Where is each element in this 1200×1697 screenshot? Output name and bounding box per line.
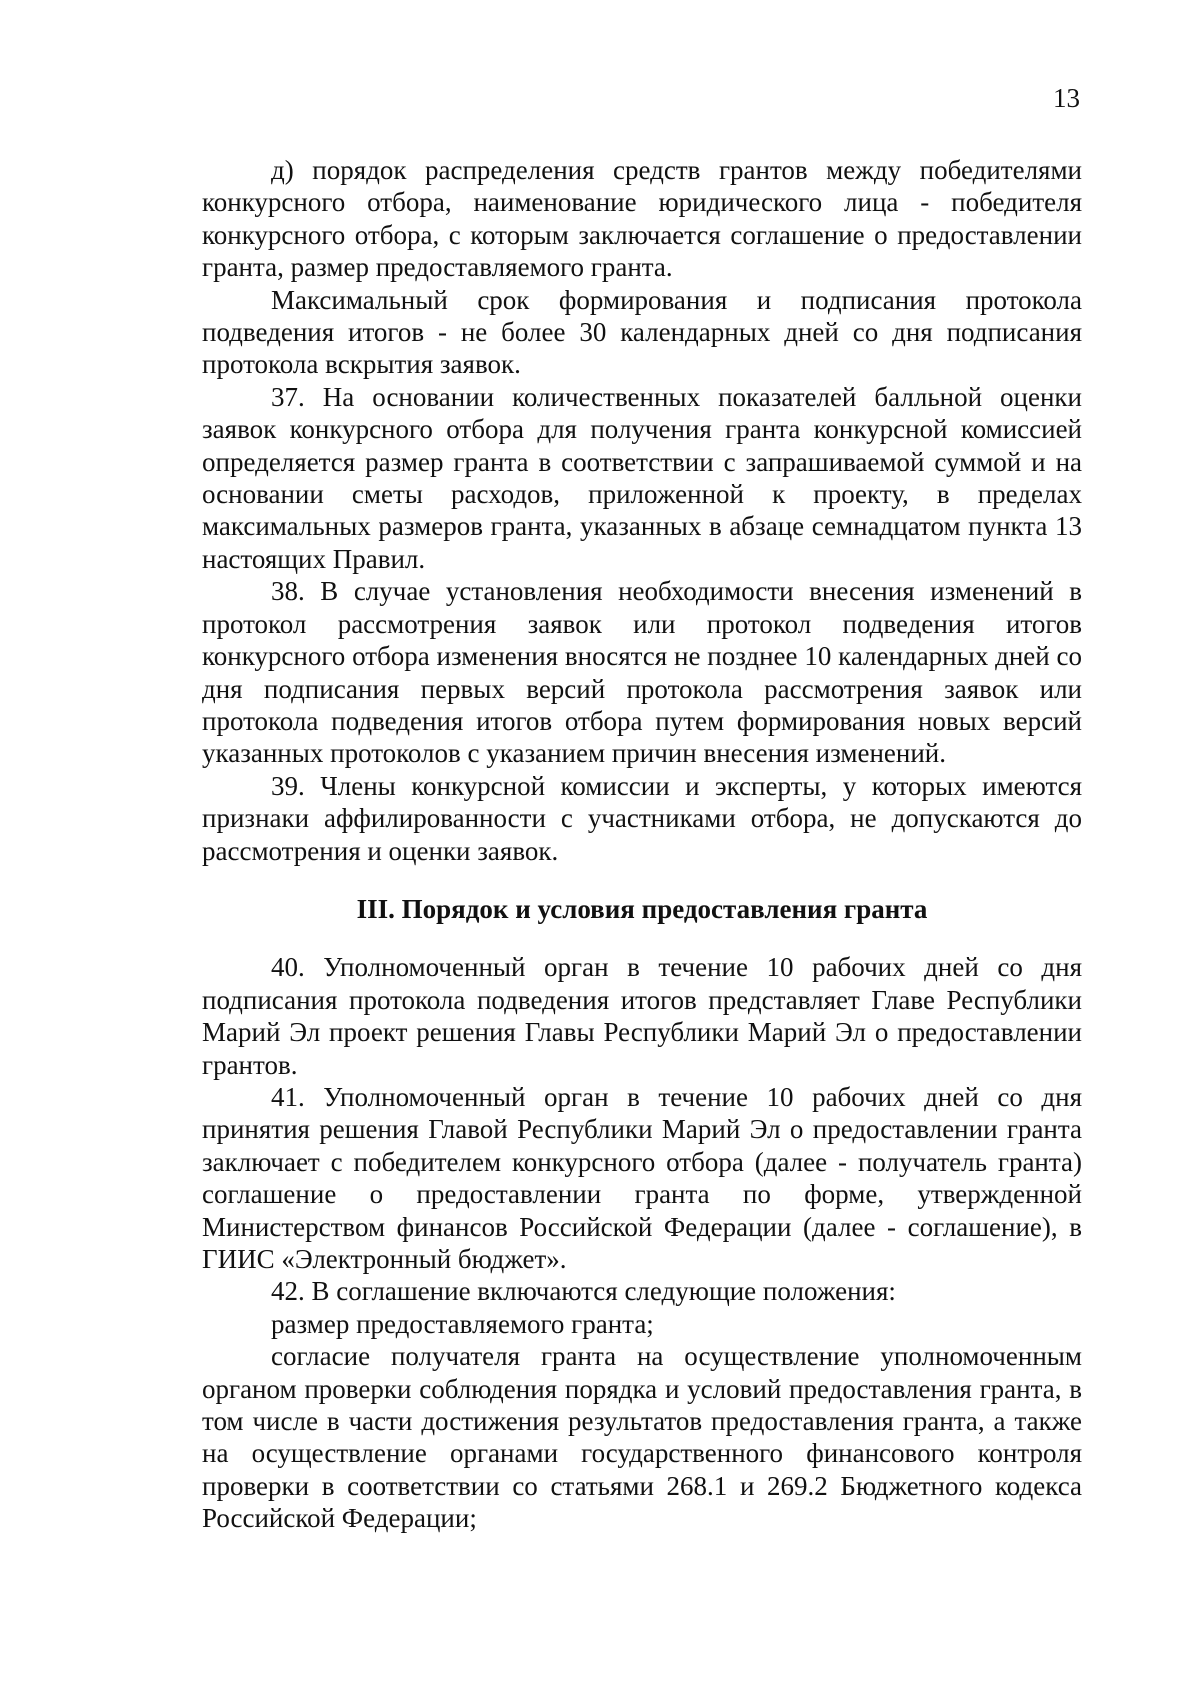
section-heading: III. Порядок и условия предоставления гранта bbox=[356, 893, 928, 924]
paragraph-37: 37. На основании количественных показателей балльной оценки заявок конкурсного отбора для получения гранта конкурсной комиссией определяется размер гранта в соответствии с запрашиваемой суммой и на основании сметы расходов, приложенной к проекту, в пределах максимальных размеров гранта, указанных в абзаце семнадцатом пункта 13 настоящих Правил. bbox=[202, 381, 1082, 574]
paragraph-40: 40. Уполномоченный орган в течение 10 рабочих дней со дня подписания протокола подведения итогов представляет Главе Республики Марий Эл проект решения Главы Республики Марий Эл о предоставлении грантов. bbox=[202, 952, 1082, 1080]
paragraph-41: 41. Уполномоченный орган в течение 10 рабочих дней со дня принятия решения Главой Республики Марий Эл о предоставлении гранта заключает с победителем конкурсного отбора (далее - получатель гранта) соглашение о предоставлении гранта по форме, утвержденной Министерством финансов Российской Федерации (далее - соглашение), в ГИИС «Электронный бюджет». bbox=[202, 1081, 1082, 1274]
paragraph-42-item-consent: согласие получателя гранта на осуществление уполномоченным органом проверки соблюдения порядка и условий предоставления гранта, в том числе в части достижения результатов предоставления гранта, а также на осуществление органами государственного финансового контроля проверки в соответствии со статьями 268.1 и 269.2 Бюджетного кодекса Российской Федерации; bbox=[202, 1341, 1082, 1534]
paragraph-39: 39. Члены конкурсной комиссии и эксперты, у которых имеются признаки аффилированности с участниками отбора, не допускаются до рассмотрения и оценки заявок. bbox=[202, 770, 1082, 866]
paragraph-38: 38. В случае установления необходимости внесения изменений в протокол рассмотрения заявок или протокол подведения итогов конкурсного отбора изменения вносятся не позднее 10 календарных дней со дня подписания первых версий протокола рассмотрения заявок или протокола подведения итогов отбора путем формирования новых версий указанных протоколов с указанием причин внесения изменений. bbox=[202, 576, 1082, 769]
paragraph-protocol-deadline: Максимальный срок формирования и подписания протокола подведения итогов - не более 30 календарных дней со дня подписания протокола вскрытия заявок. bbox=[202, 284, 1082, 380]
page-number: 13 bbox=[1053, 83, 1080, 113]
document-body bbox=[202, 154, 1082, 1535]
paragraph-d-grant-distribution: д) порядок распределения средств грантов между победителями конкурсного отбора, наименование юридического лица - победителя конкурсного отбора, с которым заключается соглашение о предоставлении гранта, размер предоставляемого гранта. bbox=[202, 155, 1082, 283]
paragraph-42-item-grant-size: размер предоставляемого гранта; bbox=[271, 1308, 654, 1339]
paragraph-42: 42. В соглашение включаются следующие положения: bbox=[271, 1276, 896, 1307]
